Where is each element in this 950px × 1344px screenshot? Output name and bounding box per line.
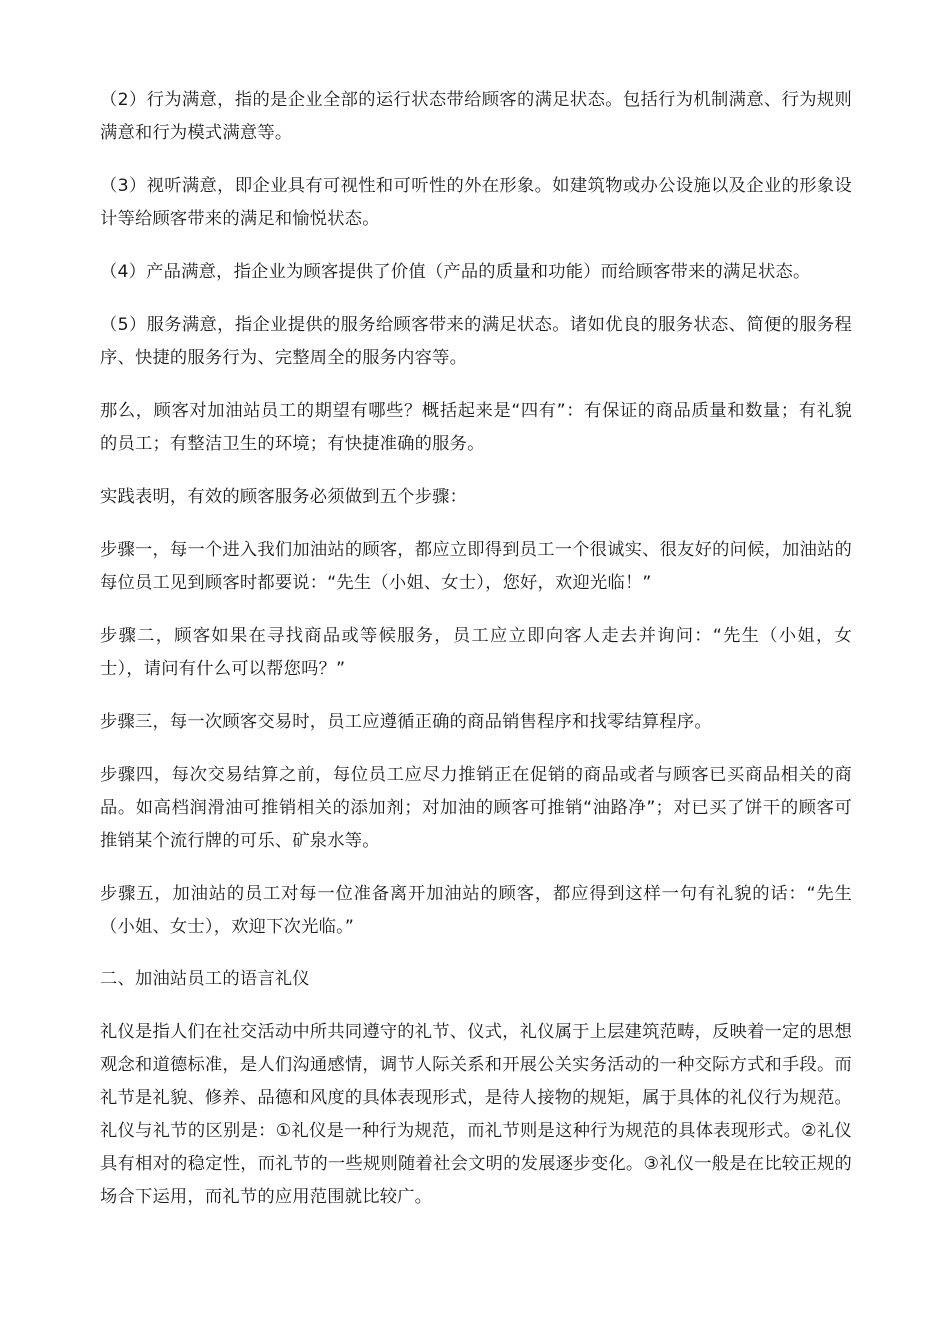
document-page — [100, 84, 852, 1214]
paragraph-customer-expectations: 那么，顾客对加油站员工的期望有哪些？概括起来是“四有”：有保证的商品质量和数量；有礼貌的员工；有整洁卫生的环境；有快捷准确的服务。 — [100, 401, 852, 454]
paragraph-step-two: 步骤二，顾客如果在寻找商品或等候服务，员工应立即向客人走去并询问：“先生（小姐，女士），请问有什么可以帮您吗？” — [100, 626, 852, 679]
section-heading-language-etiquette: 二、加油站员工的语言礼仪 — [100, 969, 310, 989]
paragraph-audiovisual-satisfaction: （3）视听满意，即企业具有可视性和可听性的外在形象。如建筑物或办公设施以及企业的形象设计等给顾客带来的满足和愉悦状态。 — [100, 176, 852, 229]
paragraph-behavior-satisfaction: （2）行为满意，指的是企业全部的运行状态带给顾客的满足状态。包括行为机制满意、行为规则满意和行为模式满意等。 — [100, 90, 852, 143]
paragraph-etiquette-definition: 礼仪是指人们在社交活动中所共同遵守的礼节、仪式，礼仪属于上层建筑范畴，反映着一定的思想观念和道德标准，是人们沟通感情，调节人际关系和开展公关实务活动的一种交际方式和手段。而礼节是礼貌、修养、品德和风度的具体表现形式，是待人接物的规矩，属于具体的礼仪行为规范。礼仪与礼节的区别是：①礼仪是一种行为规范，而礼节则是这种行为规范的具体表现形式。②礼仪具有相对的稳定性，而礼节的一些规则随着社会文明的发展逐步变化。③礼仪一般是在比较正规的场合下运用，而礼节的应用范围就比较广。 — [100, 1022, 852, 1207]
paragraph-step-five: 步骤五，加油站的员工对每一位准备离开加油站的顾客，都应得到这样一句有礼貌的话：“先生（小姐、女士），欢迎下次光临。” — [100, 884, 852, 937]
paragraph-five-steps-intro: 实践表明，有效的顾客服务必须做到五个步骤： — [100, 487, 468, 507]
paragraph-product-satisfaction: （4）产品满意，指企业为顾客提供了价值（产品的质量和功能）而给顾客带来的满足状态。 — [100, 262, 811, 282]
paragraph-step-three: 步骤三，每一次顾客交易时，员工应遵循正确的商品销售程序和找零结算程序。 — [100, 712, 712, 732]
paragraph-service-satisfaction: （5）服务满意，指企业提供的服务给顾客带来的满足状态。诸如优良的服务状态、简便的服务程序、快捷的服务行为、完整周全的服务内容等。 — [100, 315, 852, 368]
paragraph-step-four: 步骤四，每次交易结算之前，每位员工应尽力推销正在促销的商品或者与顾客已买商品相关的商品。如高档润滑油可推销相关的添加剂；对加油的顾客可推销“油路净”；对已买了饼干的顾客可推销某个流行牌的可乐、矿泉水等。 — [100, 765, 852, 851]
paragraph-step-one: 步骤一，每一个进入我们加油站的顾客，都应立即得到员工一个很诚实、很友好的问候，加油站的每位员工见到顾客时都要说：“先生（小姐、女士），您好，欢迎光临！” — [100, 540, 852, 593]
